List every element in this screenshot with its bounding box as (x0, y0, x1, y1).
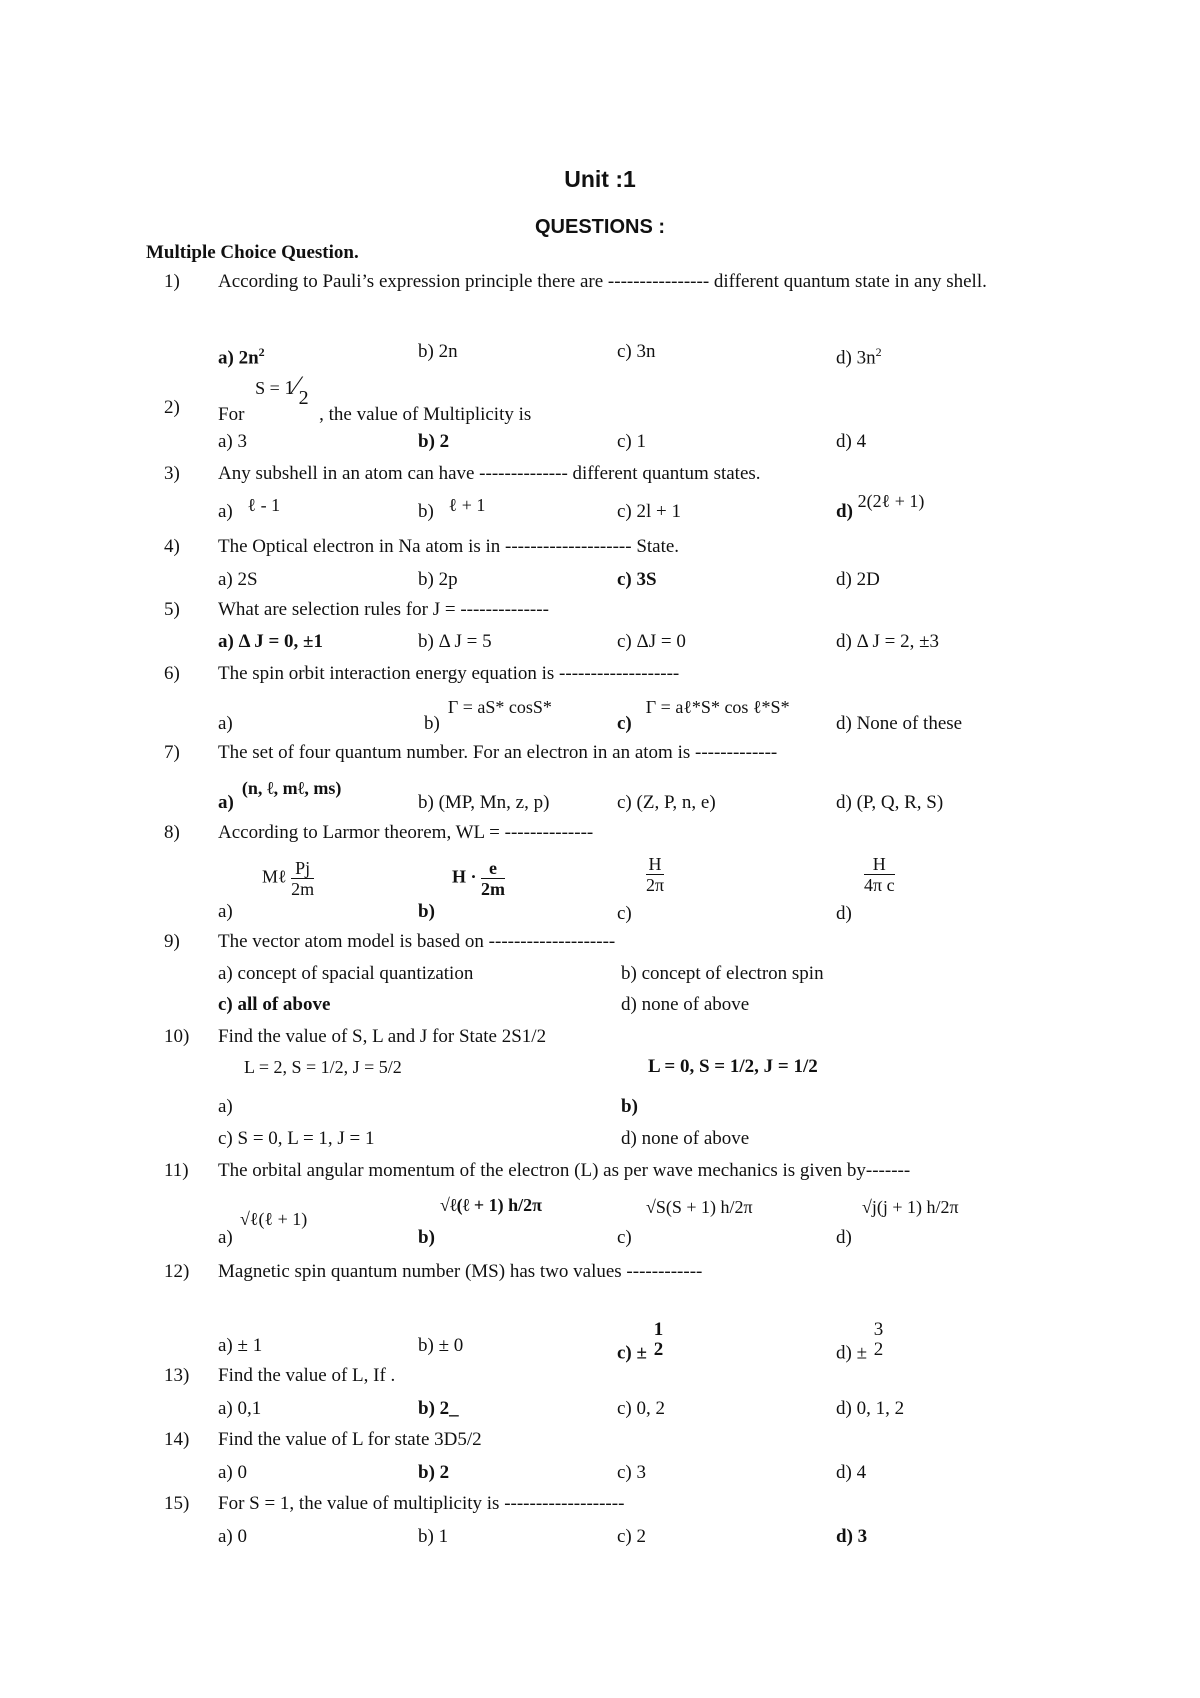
question-stem: According to Larmor theorem, WL = -------------- (218, 822, 594, 843)
unit-title: Unit :1 (564, 166, 636, 192)
question-number: 10) (164, 1026, 190, 1047)
option-b: b) 1 (418, 1526, 449, 1547)
option-c-label: c) (617, 903, 632, 924)
question-number: 14) (164, 1429, 190, 1450)
option-a: a) 0 (218, 1526, 248, 1547)
question-stem: According to Pauli’s expression principle there are ---------------- different quantum state in any shell. (218, 271, 987, 292)
option-c: c) ± 1 2 (617, 1319, 664, 1364)
option-b: b) 2p (418, 569, 458, 590)
option-a: a) $2n^2$ (218, 345, 265, 369)
option-c: c) S = 0, L = 1, J = 1 (218, 1128, 375, 1149)
question-stem: The Optical electron in Na atom is in -------------------- State. (218, 536, 680, 557)
option-d-label: d) (836, 1227, 852, 1248)
option-c-formula: √S(S + 1) h/2π (646, 1197, 753, 1217)
option-a: a) (218, 713, 233, 734)
option-d: d) (P, Q, R, S) (836, 792, 944, 813)
question-number: 2) (164, 397, 180, 418)
question-stem: Any subshell in an atom can have -------------- different quantum states. (218, 463, 761, 484)
option-d: d) Δ J = 2, ±3 (836, 631, 940, 652)
option-d: d) 2D (836, 569, 880, 590)
option-d: d) none of above (621, 1128, 750, 1149)
question-number: 1) (164, 271, 180, 292)
option-d: d) $3n^2$ (836, 345, 882, 369)
question-stem: Find the value of L, If . (218, 1365, 396, 1386)
question-stem: The set of four quantum number. For an electron in an atom is ------------- (218, 742, 778, 763)
section-title: QUESTIONS : (534, 216, 665, 238)
question-stem: For S = 1, the value of multiplicity is ------------------- (218, 1493, 625, 1514)
option-a-formula: L = 2, S = 1/2, J = 5/2 (244, 1057, 402, 1077)
option-d-label: d) (836, 903, 852, 924)
option-a-label: a) (218, 1227, 233, 1248)
option-c: c) ΔJ = 0 (617, 631, 686, 652)
option-c: c) 2 (617, 1526, 647, 1547)
question-number: 7) (164, 742, 180, 763)
option-b-formula: √ℓ(ℓ + 1) h/2π (440, 1195, 542, 1215)
question-stem: What are selection rules for J = -------------- (218, 599, 549, 620)
option-d: d) 4 (836, 431, 867, 452)
option-d: d) 0, 1, 2 (836, 1398, 905, 1419)
question-number: 5) (164, 599, 180, 620)
question-number: 11) (164, 1160, 189, 1181)
question-number: 3) (164, 463, 180, 484)
option-c: c) 3n (617, 341, 656, 362)
option-a: a) ℓ - 1 (218, 495, 281, 522)
option-b: b) 2 (418, 431, 450, 452)
option-a: a) 2S (218, 569, 258, 590)
option-d-formula: √j(j + 1) h/2π (862, 1197, 959, 1217)
option-c: c)Γ = aℓ*S* cos ℓ*S* (617, 697, 790, 734)
question-number: 4) (164, 536, 180, 557)
option-a-label: a) (218, 901, 233, 922)
option-d: d) 2(2ℓ + 1) (836, 491, 925, 522)
option-b: b) ℓ + 1 (418, 495, 486, 522)
option-c: c) all of above (218, 994, 331, 1015)
question-number: 15) (164, 1493, 190, 1514)
option-a: a) concept of spacial quantization (218, 963, 474, 984)
question-stem: Magnetic spin quantum number (MS) has two values ------------ (218, 1261, 703, 1282)
option-c: c) 3S (617, 569, 657, 590)
option-d-formula: $\frac{H}{\text{4π c}}$ (864, 854, 895, 895)
option-b: b) Δ J = 5 (418, 631, 492, 652)
option-b-formula: L = 0, S = 1/2, J = 1/2 (648, 1056, 818, 1077)
option-c: c) 3 (617, 1462, 647, 1483)
option-a: a)(n, ℓ, mℓ, ms) (218, 778, 342, 813)
question-stem: The orbital angular momentum of the electron (L) as per wave mechanics is given by------- (218, 1160, 911, 1181)
question-number: 6) (164, 663, 180, 684)
question-stem: The vector atom model is based on -------------------- (218, 931, 616, 952)
option-d: d) ± 3 2 (836, 1319, 884, 1364)
option-b: b)Γ = aS* cosS* (424, 697, 552, 734)
option-c: c) 2l + 1 (617, 501, 682, 522)
option-b: b) concept of electron spin (621, 963, 824, 984)
option-b-label: b) (621, 1096, 638, 1117)
option-b: b) 2 (418, 1462, 450, 1483)
option-b: b) (MP, Mn, z, p) (418, 792, 550, 813)
question-stem: Find the value of S, L and J for State 2S1/2 (218, 1026, 547, 1047)
option-a: a) 3 (218, 431, 248, 452)
option-b-label: b) (418, 1227, 435, 1248)
question-stem: For S = 1⁄2 , the value of Multiplicity is (218, 371, 532, 425)
option-c: c) 0, 2 (617, 1398, 666, 1419)
option-c-label: c) (617, 1227, 632, 1248)
option-d: d) 4 (836, 1462, 867, 1483)
question-number: 12) (164, 1261, 190, 1282)
option-a: a) 0 (218, 1462, 248, 1483)
question-number: 13) (164, 1365, 190, 1386)
subsection-title: Multiple Choice Question. (146, 242, 359, 263)
option-a-label: a) (218, 1096, 233, 1117)
option-b-formula: H · $\frac{e}{2m}$ (452, 858, 506, 899)
option-b: b) 2_ (418, 1398, 459, 1419)
option-d: d) 3 (836, 1526, 868, 1547)
option-a-formula: Mℓ $\frac{Pj}{2m}$ (262, 858, 315, 899)
option-b: b) 2n (418, 341, 458, 362)
option-c-formula: $\frac{H}{2\pi}$ (646, 854, 665, 895)
option-a: a) 0,1 (218, 1398, 262, 1419)
option-a-formula: √ℓ(ℓ + 1) (240, 1209, 308, 1229)
option-c: c) (Z, P, n, e) (617, 792, 716, 813)
question-stem: The spin orbit interaction energy equation is ------------------- (218, 663, 680, 684)
question-number: 9) (164, 931, 180, 952)
option-b: b) ± 0 (418, 1335, 464, 1356)
option-a: a) Δ J = 0, ±1 (218, 631, 323, 652)
question-number: 8) (164, 822, 180, 843)
option-b-label: b) (418, 901, 435, 922)
option-d: d) none of above (621, 994, 750, 1015)
question-stem: Find the value of L for state 3D5/2 (218, 1429, 482, 1450)
option-a: a) ± 1 (218, 1335, 263, 1356)
option-c: c) 1 (617, 431, 647, 452)
option-d: d) None of these (836, 713, 963, 734)
